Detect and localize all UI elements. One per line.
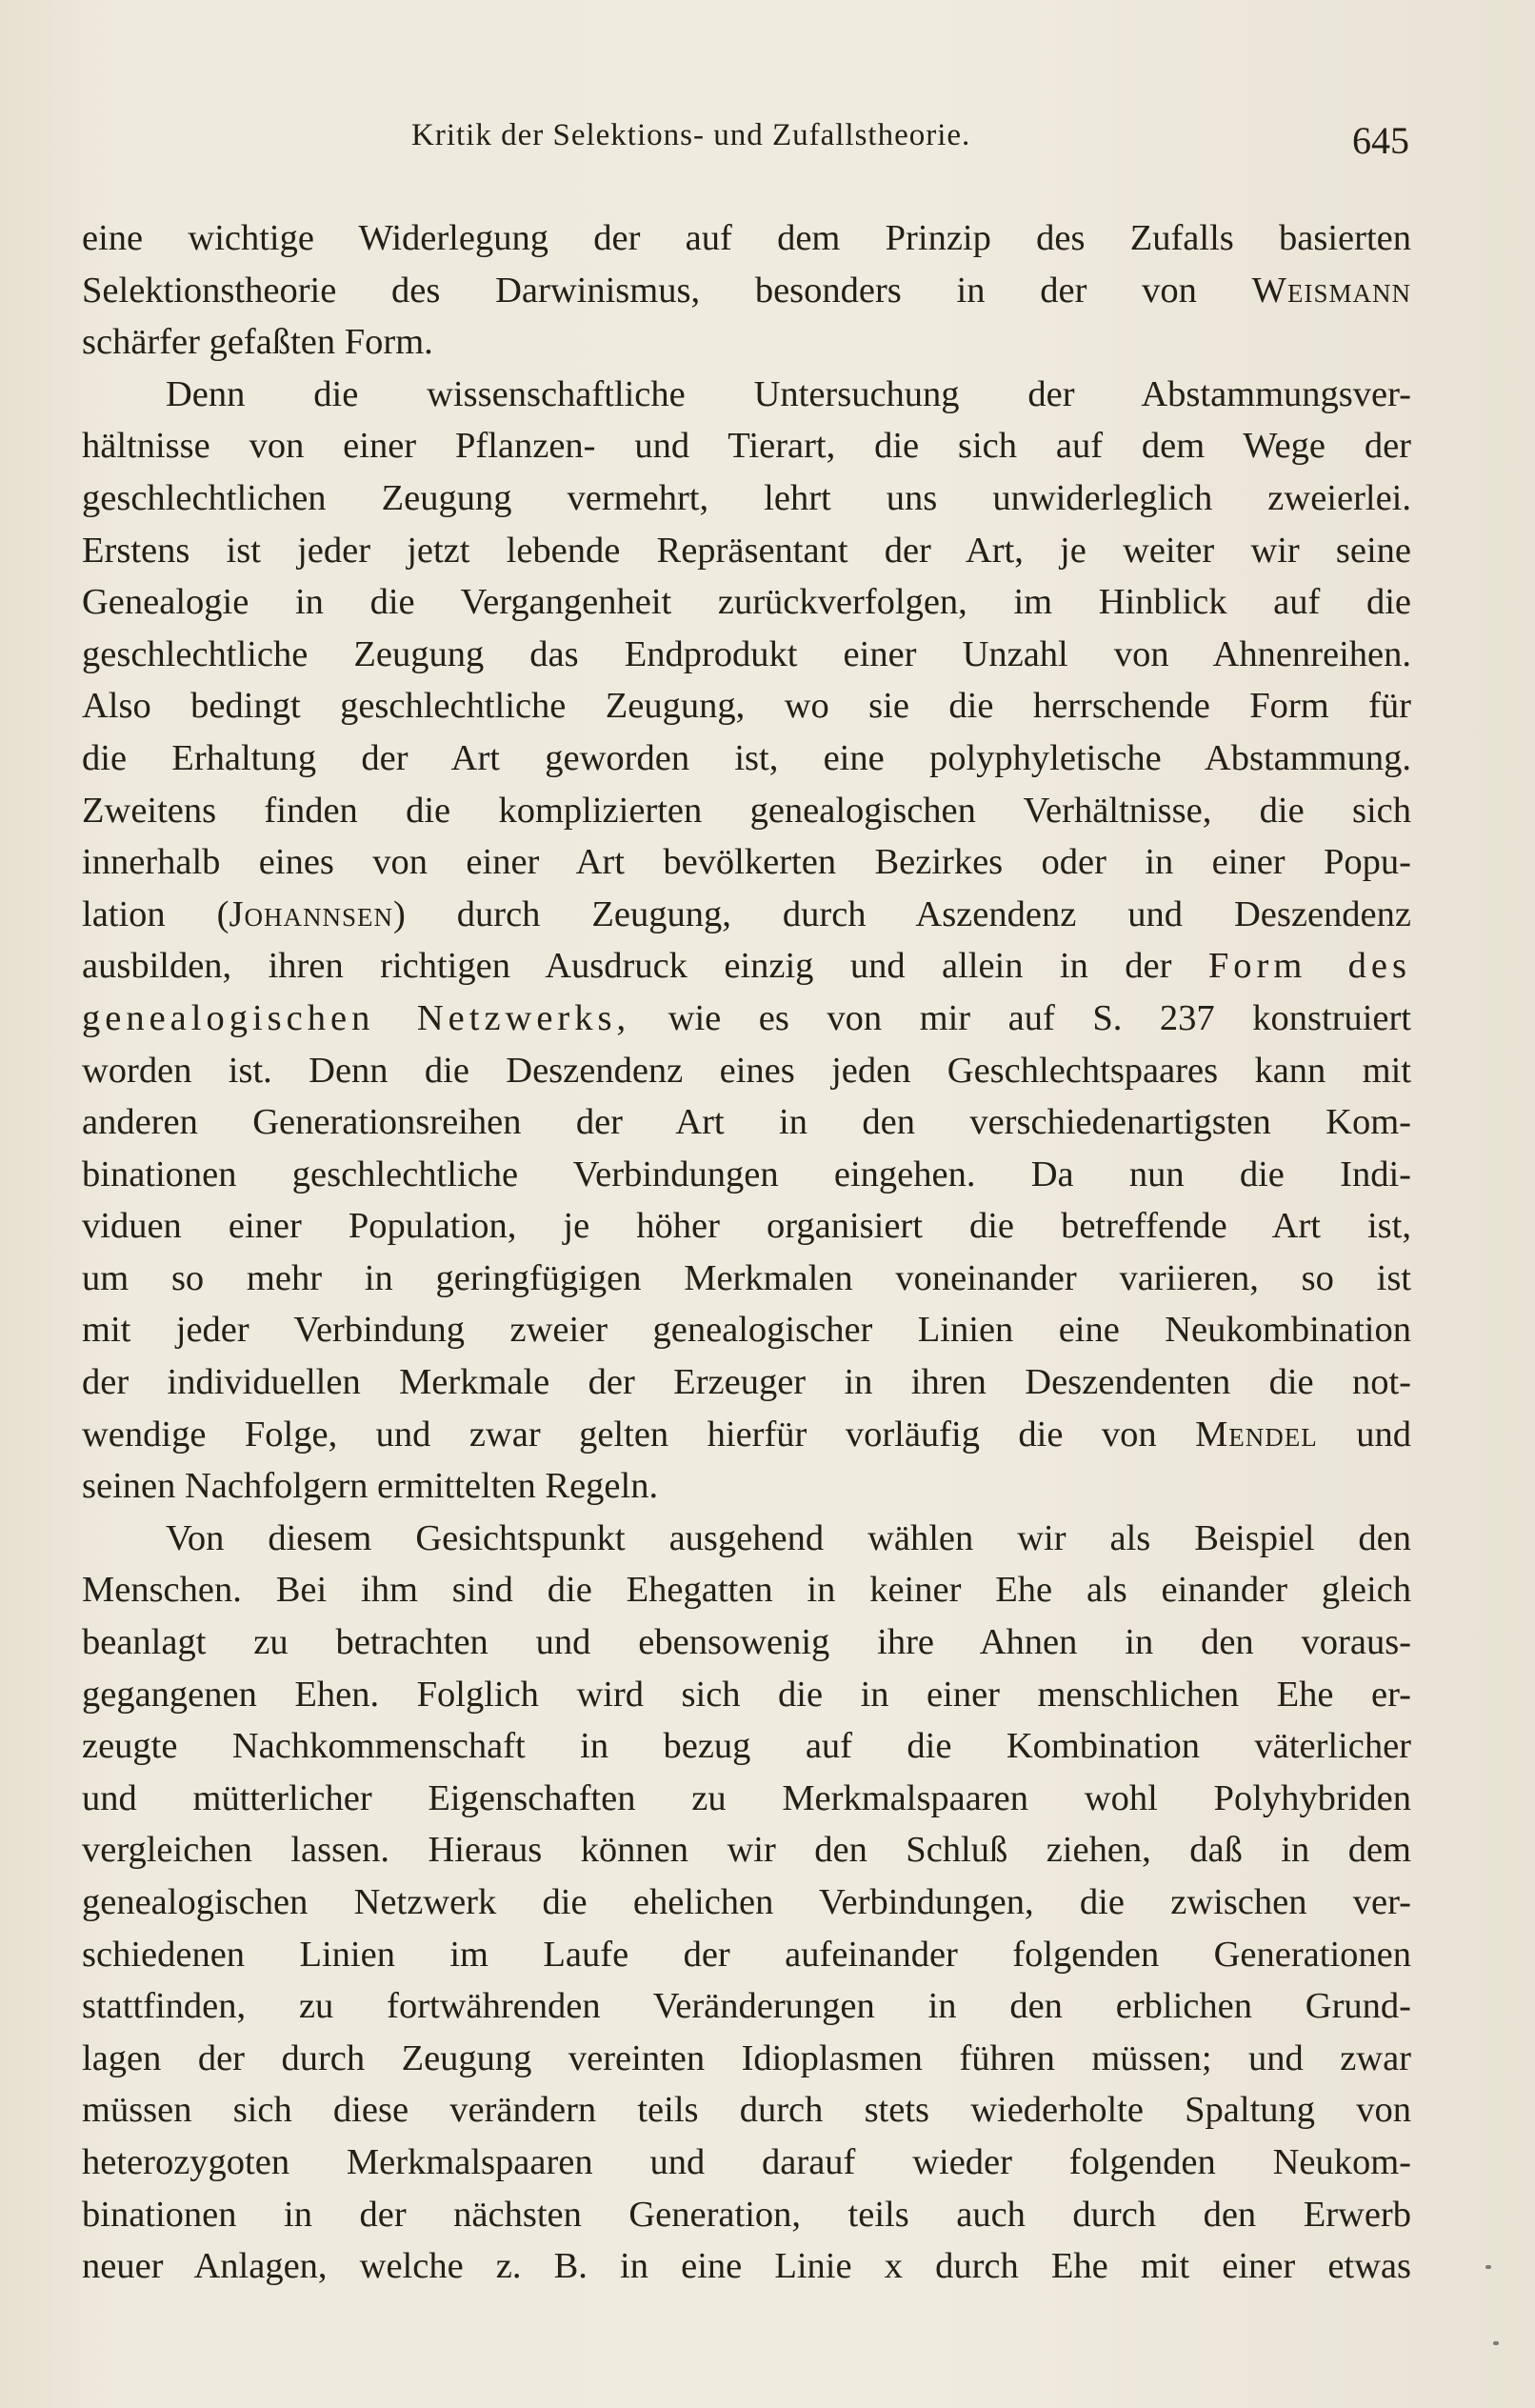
- text-line: Erstens ist jeder jetzt lebende Repräsentant der Art, je weiter wir seine: [82, 530, 1411, 571]
- text-line: die Erhaltung der Art geworden ist, eine polyphyletische Abstammung.: [82, 737, 1411, 778]
- text-line: gegangenen Ehen. Folglich wird sich die in einer menschlichen Ehe er-: [82, 1674, 1411, 1715]
- text-line: der individuellen Merkmale der Erzeuger in ihren Deszendenten die not-: [82, 1362, 1411, 1403]
- text-line: schärfer gefaßten Form.: [82, 322, 433, 363]
- text-line: geschlechtliche Zeugung das Endprodukt einer Unzahl von Ahnenreihen.: [82, 633, 1411, 674]
- text-line: heterozygoten Merkmalspaaren und darauf wieder folgenden Neukom-: [82, 2141, 1411, 2182]
- text-line: um so mehr in geringfügigen Merkmalen voneinander variieren, so ist: [82, 1257, 1411, 1298]
- text-line: genealogischen Netzwerks, wie es von mir auf S. 237 konstruiert: [82, 997, 1412, 1038]
- text-line: beanlagt zu betrachten und ebensowenig ihre Ahnen in den voraus-: [82, 1622, 1411, 1663]
- text-line: wendige Folge, und zwar gelten hierfür vorläufig die von Mendel und: [82, 1414, 1411, 1455]
- text-line: Menschen. Bei ihm sind die Ehegatten in keiner Ehe als einander gleich: [82, 1570, 1411, 1611]
- spaced-text: Form des: [1207, 946, 1412, 987]
- text-line: müssen sich diese verändern teils durch stets wiederholte Spaltung von: [82, 2090, 1411, 2131]
- body-text: [82, 212, 1411, 2293]
- text-line: binationen geschlechtliche Verbindungen eingehen. Da nun die Indi-: [82, 1154, 1411, 1194]
- text-line: Denn die wissenschaftliche Untersuchung der Abstammungsver-: [166, 373, 1411, 414]
- text-line: anderen Generationsreihen der Art in den verschiedenartigsten Kom-: [82, 1102, 1411, 1143]
- paper-speck: [1485, 2265, 1491, 2269]
- paper-speck: [1493, 2341, 1499, 2345]
- text-line: viduen einer Population, je höher organisiert die betreffende Art ist,: [82, 1206, 1411, 1247]
- page-number: 645: [1352, 119, 1409, 162]
- running-head: [84, 116, 1409, 183]
- text-line: und mütterlicher Eigenschaften zu Merkmalspaaren wohl Polyhybriden: [82, 1777, 1411, 1818]
- text-line: Also bedingt geschlechtliche Zeugung, wo sie die herrschende Form für: [82, 686, 1411, 727]
- author-name: Weismann: [1251, 270, 1412, 311]
- text-line: geschlechtlichen Zeugung vermehrt, lehrt uns unwiderleglich zweierlei.: [82, 477, 1411, 518]
- text-line: worden ist. Denn die Deszendenz eines jeden Geschlechtspaares kann mit: [82, 1050, 1411, 1091]
- text-line: Zweitens finden die komplizierten genealogischen Verhältnisse, die sich: [82, 790, 1411, 831]
- text-line: binationen in der nächsten Generation, teils auch durch den Erwerb: [82, 2194, 1411, 2235]
- text-line: neuer Anlagen, welche z. B. in eine Linie x durch Ehe mit einer etwas: [82, 2246, 1411, 2287]
- text-line: hältnisse von einer Pflanzen- und Tierart, die sich auf dem Wege der: [82, 426, 1411, 467]
- spaced-text: genealogischen Netzwerks,: [82, 997, 631, 1038]
- text-line: schiedenen Linien im Laufe der aufeinander folgenden Generationen: [82, 1934, 1411, 1975]
- text-line: mit jeder Verbindung zweier genealogischer Linien eine Neukombination: [82, 1310, 1411, 1351]
- text-line: lagen der durch Zeugung vereinten Idioplasmen führen müssen; und zwar: [82, 2037, 1411, 2078]
- text-line: zeugte Nachkommenschaft in bezug auf die Kombination väterlicher: [82, 1726, 1411, 1767]
- text-line: ausbilden, ihren richtigen Ausdruck einzig und allein in der Form des: [82, 946, 1412, 987]
- text-line: seinen Nachfolgern ermittelten Regeln.: [82, 1466, 659, 1507]
- text-line: eine wichtige Widerlegung der auf dem Prinzip des Zufalls basierten: [82, 218, 1411, 258]
- text-line: Selektionstheorie des Darwinismus, besonders in der von Weismann: [82, 270, 1412, 311]
- author-name: Mendel: [1195, 1414, 1318, 1455]
- text-line: vergleichen lassen. Hieraus können wir den Schluß ziehen, daß in dem: [82, 1830, 1411, 1871]
- text-line: Genealogie in die Vergangenheit zurückverfolgen, im Hinblick auf die: [82, 582, 1411, 623]
- text-line: lation (Johannsen) durch Zeugung, durch Aszendenz und Deszendenz: [82, 893, 1411, 934]
- text-line: innerhalb eines von einer Art bevölkerten Bezirkes oder in einer Popu-: [82, 842, 1411, 883]
- text-line: Von diesem Gesichtspunkt ausgehend wählen wir als Beispiel den: [166, 1517, 1411, 1558]
- text-line: genealogischen Netzwerk die ehelichen Verbindungen, die zwischen ver-: [82, 1882, 1411, 1922]
- text-line: stattfinden, zu fortwährenden Veränderungen in den erblichen Grund-: [82, 1986, 1411, 2027]
- running-title: Kritik der Selektions- und Zufallstheorie.: [411, 118, 971, 152]
- author-name: Johannsen: [229, 893, 393, 934]
